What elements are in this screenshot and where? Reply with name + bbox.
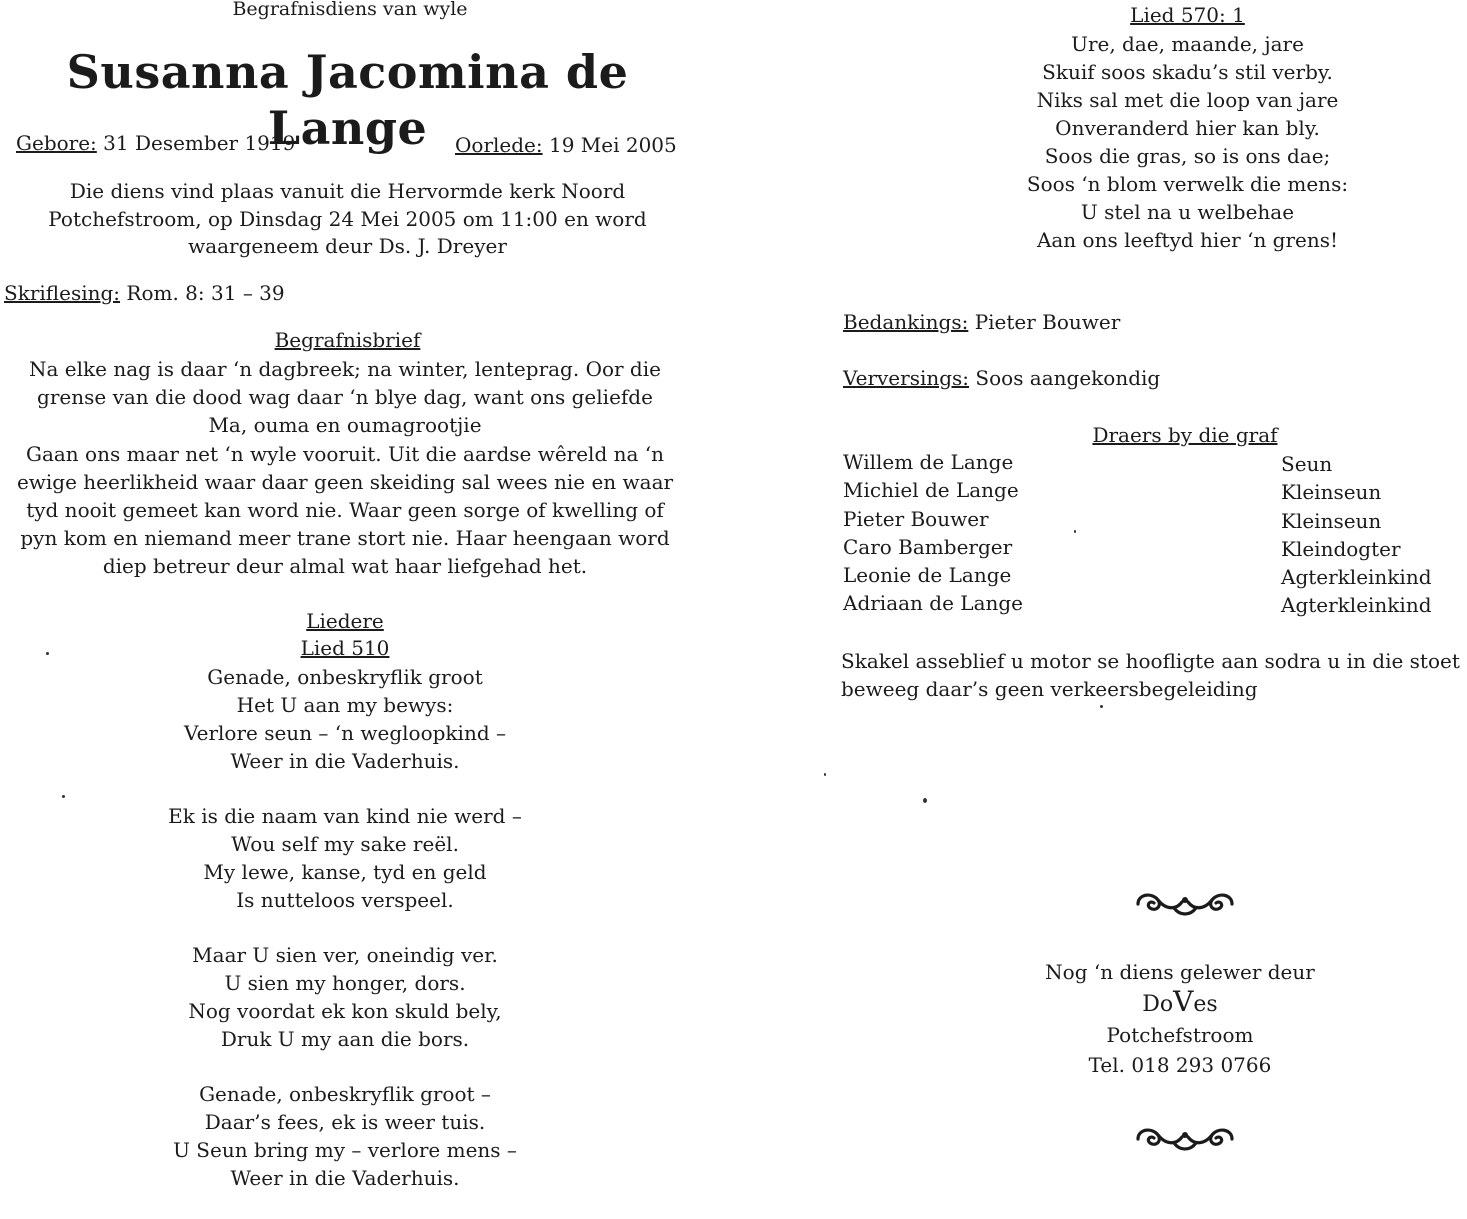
born-value: 31 Desember 1919 bbox=[103, 131, 296, 155]
pretitle: Begrafnisdiens van wyle bbox=[232, 0, 468, 20]
bearer-name: Leonie de Lange bbox=[843, 563, 1012, 588]
bearer-relation: Agterkleinkind bbox=[1281, 565, 1432, 590]
refreshments-value: Soos aangekondig bbox=[975, 366, 1161, 390]
deceased-name: Susanna Jacomina de Lange bbox=[66, 45, 629, 155]
refreshments-label: Verversings: bbox=[843, 366, 970, 390]
brand-part: V bbox=[1173, 985, 1194, 1018]
scan-speck bbox=[46, 652, 49, 655]
service-line: waargeneem deur Ds. J. Dreyer bbox=[188, 234, 507, 258]
verse-line: My lewe, kanse, tyd en geld bbox=[203, 860, 487, 884]
notice-line: Skakel asseblief u motor se hoofligte aan sodra u in die stoet bbox=[841, 649, 1460, 673]
verse-line: Genade, onbeskryflik groot – bbox=[199, 1082, 491, 1106]
died-value: 19 Mei 2005 bbox=[548, 133, 677, 157]
footer-phone: Tel. 018 293 0766 bbox=[1088, 1053, 1272, 1077]
service-details bbox=[0, 178, 695, 261]
letter-line: ewige heerlikheid waar daar geen skeiding sal wees nie en waar bbox=[16, 469, 674, 494]
reading-value: Rom. 8: 31 – 39 bbox=[126, 281, 285, 305]
letter-line: Ma, ouma en oumagrootjie bbox=[208, 413, 482, 438]
song-line: Niks sal met die loop van jare bbox=[1036, 88, 1339, 112]
brand-part: Do bbox=[1142, 992, 1174, 1017]
verse-line: Genade, onbeskryflik groot bbox=[207, 665, 483, 689]
born-label: Gebore: bbox=[16, 131, 97, 155]
footer-city: Potchefstroom bbox=[1106, 1023, 1254, 1047]
bearers-list bbox=[843, 448, 1463, 618]
footer-line: Nog ‘n diens gelewer deur bbox=[1045, 960, 1315, 984]
letter-line: Gaan ons maar net ‘n wyle vooruit. Uit die aardse wêreld na ‘n bbox=[25, 441, 665, 466]
bearer-relation: Kleinseun bbox=[1281, 480, 1382, 505]
verse-line: Is nutteloos verspeel. bbox=[236, 888, 454, 912]
verse-line: Wou self my sake reël. bbox=[231, 832, 459, 856]
thanks-label: Bedankings: bbox=[843, 310, 969, 334]
scripture-reading bbox=[4, 280, 285, 307]
scan-speck bbox=[1100, 705, 1103, 708]
verse-line: Maar U sien ver, oneindig ver. bbox=[192, 943, 498, 967]
service-line: Die diens vind plaas vanuit die Hervormde kerk Noord bbox=[69, 179, 626, 203]
scan-speck bbox=[1074, 530, 1076, 533]
song-line: Aan ons leeftyd hier ‘n grens! bbox=[1036, 228, 1339, 252]
notice-line: beweeg daar’s geen verkeersbegeleiding bbox=[841, 676, 1258, 701]
verse-1 bbox=[0, 663, 690, 775]
thanks-value: Pieter Bouwer bbox=[974, 310, 1121, 334]
funeral-letter bbox=[0, 355, 690, 581]
service-line: Potchefstroom, op Dinsdag 24 Mei 2005 om 11:00 en word bbox=[48, 206, 647, 231]
verse-line: Verlore seun – ‘n wegloopkind – bbox=[184, 721, 506, 745]
scroll-ornament-icon bbox=[1130, 1123, 1240, 1153]
song-line: Soos ‘n blom verwelk die mens: bbox=[1026, 172, 1349, 196]
bearer-name: Willem de Lange bbox=[843, 450, 1014, 474]
song-line: U stel na u welbehae bbox=[1080, 200, 1295, 224]
song-line: Skuif soos skadu’s stil verby. bbox=[1042, 60, 1333, 84]
letter-line: pyn kom en niemand meer trane stort nie. Haar heengaan word bbox=[20, 526, 670, 551]
bearer-relation: Seun bbox=[1281, 452, 1333, 476]
born-line bbox=[16, 130, 295, 157]
verse-line: Daar’s fees, ek is weer tuis. bbox=[204, 1110, 486, 1134]
scroll-ornament-icon bbox=[1130, 888, 1240, 918]
songs-headings bbox=[0, 608, 690, 662]
scan-speck bbox=[824, 773, 826, 776]
footer bbox=[830, 957, 1467, 1080]
brand-logo bbox=[830, 987, 1467, 1020]
verse-3 bbox=[0, 941, 690, 1053]
song2-title: Lied 570: 1 bbox=[1130, 3, 1245, 27]
letter-line: diep betreur deur almal wat haar liefgehad het. bbox=[102, 554, 588, 579]
bearer-relation: Agterkleinkind bbox=[1281, 593, 1432, 618]
letter-line: tyd nooit gemeet kan word nie. Waar geen sorge of kwelling of bbox=[26, 498, 664, 523]
letter-line: Na elke nag is daar ‘n dagbreek; na winter, lenteprag. Oor die bbox=[29, 357, 661, 381]
bearer-name: Pieter Bouwer bbox=[843, 506, 989, 531]
headlights-notice bbox=[841, 648, 1467, 703]
scan-speck bbox=[923, 798, 927, 803]
verse-line: Druk U my aan die bors. bbox=[220, 1027, 470, 1051]
bearer-row bbox=[843, 533, 1463, 561]
letter-line: grense van die dood wag daar ‘n blye dag, want ons geliefde bbox=[37, 385, 653, 410]
verse-line: Weer in die Vaderhuis. bbox=[230, 749, 460, 773]
letter-heading: Begrafnisbrief bbox=[274, 328, 421, 352]
bearer-row bbox=[843, 476, 1463, 504]
refreshments-line bbox=[843, 365, 1160, 392]
bearer-row bbox=[843, 589, 1463, 617]
song-line: Soos die gras, so is ons dae; bbox=[1044, 144, 1331, 168]
scan-speck bbox=[62, 795, 65, 798]
verse-4 bbox=[0, 1080, 690, 1192]
left-column bbox=[0, 0, 690, 1195]
song2-lines bbox=[830, 30, 1467, 254]
bearer-row bbox=[843, 505, 1463, 533]
brand-part: es bbox=[1193, 992, 1218, 1017]
bearers-heading: Draers by die graf bbox=[1092, 423, 1278, 447]
bearer-relation: Kleindogter bbox=[1281, 536, 1401, 561]
song1-title: Lied 510 bbox=[300, 636, 390, 660]
bearer-row bbox=[843, 561, 1463, 589]
verse-line: Nog voordat ek kon skuld bely, bbox=[188, 999, 502, 1023]
thanks-line bbox=[843, 309, 1120, 336]
song-line: Onveranderd hier kan bly. bbox=[1055, 116, 1320, 140]
verse-line: Ek is die naam van kind nie werd – bbox=[168, 804, 522, 828]
verse-line: Het U aan my bewys: bbox=[236, 693, 454, 717]
verse-2 bbox=[0, 802, 690, 914]
bearer-name: Caro Bamberger bbox=[843, 534, 1013, 559]
verse-line: Weer in die Vaderhuis. bbox=[230, 1166, 460, 1190]
died-label: Oorlede: bbox=[455, 133, 543, 157]
died-line bbox=[455, 132, 677, 159]
verse-line: U Seun bring my – verlore mens – bbox=[173, 1138, 517, 1162]
bearer-name: Michiel de Lange bbox=[843, 478, 1019, 503]
songs-heading: Liedere bbox=[306, 609, 384, 633]
bearer-relation: Kleinseun bbox=[1281, 508, 1382, 533]
bearer-row bbox=[843, 448, 1463, 476]
right-column bbox=[830, 0, 1467, 1195]
bearer-name: Adriaan de Lange bbox=[843, 591, 1024, 616]
song-line: Ure, dae, maande, jare bbox=[1071, 32, 1304, 56]
song1-verses bbox=[0, 663, 690, 1219]
reading-label: Skriflesing: bbox=[4, 281, 121, 305]
verse-line: U sien my honger, dors. bbox=[224, 971, 466, 995]
